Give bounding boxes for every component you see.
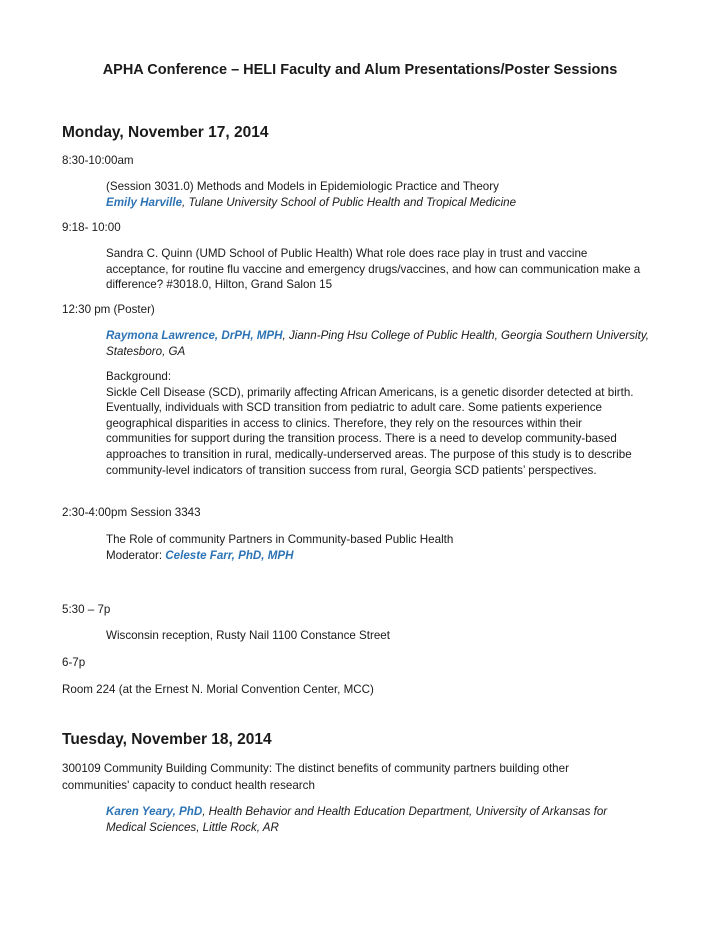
session-title-line: 300109 Community Building Community: The distinct benefits of community partners building other <box>62 762 569 775</box>
presenter-name: Raymona Lawrence, DrPH, MPH <box>106 329 283 342</box>
session-text-line: acceptance, for routine flu vaccine and emergency drugs/vaccines, and how can communication make a <box>106 262 641 276</box>
session-entry <box>106 804 662 835</box>
background-line: communities for support during the transition process. There is a need to develop community-based <box>106 432 617 446</box>
background-line: Sickle Cell Disease (SCD), primarily affecting African Americans, is a genetic disorder detected at birth. <box>106 385 634 399</box>
tuesday-heading: Tuesday, November 18, 2014 <box>62 731 272 748</box>
room-text: Room 224 (at the Ernest N. Morial Convention Center, MCC) <box>62 683 374 696</box>
session-time: 9:18- 10:00 <box>62 221 121 234</box>
background-line: geographical disparities in access to clinics. Therefore, they rely on the resources within their <box>106 416 583 430</box>
session-entry <box>106 179 662 210</box>
session-entry <box>106 246 662 293</box>
session-time: 6-7p <box>62 656 86 669</box>
session-entry <box>106 328 662 359</box>
background-label: Background: <box>106 370 172 383</box>
presenter-affiliation: , Jiann-Ping Hsu College of Public Health, Georgia Southern University, <box>282 329 650 342</box>
presenter-affiliation: Medical Sciences, Little Rock, AR <box>106 820 279 834</box>
poster-background <box>106 369 662 478</box>
session-time: 5:30 – 7p <box>62 603 111 616</box>
monday-heading: Monday, November 17, 2014 <box>62 124 269 141</box>
session-text-line: Sandra C. Quinn (UMD School of Public Health) What role does race play in trust and vaccine <box>106 247 588 260</box>
session-entry <box>106 532 662 563</box>
session-entry <box>62 761 662 794</box>
presenter-affiliation: , Tulane University School of Public Health and Tropical Medicine <box>182 195 517 209</box>
session-title: The Role of community Partners in Community-based Public Health <box>106 533 454 546</box>
presenter-name: Emily Harville <box>106 195 183 209</box>
background-line: approaches to transition in rural, medically-underserved areas. The purpose of this study is to describe <box>106 447 632 461</box>
presenter-name: Karen Yeary, PhD <box>106 805 203 818</box>
moderator-name: Celeste Farr, PhD, MPH <box>165 548 294 562</box>
moderator-label: Moderator: <box>106 548 166 562</box>
presenter-affiliation: Statesboro, GA <box>106 344 186 358</box>
page-title: APHA Conference – HELI Faculty and Alum Presentations/Poster Sessions <box>102 62 618 78</box>
session-title: (Session 3031.0) Methods and Models in Epidemiologic Practice and Theory <box>106 180 499 193</box>
event-text: Wisconsin reception, Rusty Nail 1100 Constance Street <box>106 629 390 642</box>
background-line: community-level indicators of transition success from rural, Georgia SCD patients’ perspectives. <box>106 463 597 477</box>
presenter-affiliation: , Health Behavior and Health Education Department, University of Arkansas for <box>202 805 608 818</box>
session-text-line: difference? #3018.0, Hilton, Grand Salon 15 <box>106 278 333 292</box>
session-title-line: communities' capacity to conduct health research <box>62 778 315 792</box>
background-line: Eventually, individuals with SCD transition from pediatric to adult care. Some patients experience <box>106 401 602 415</box>
session-time: 12:30 pm (Poster) <box>62 303 155 316</box>
session-time: 2:30-4:00pm Session 3343 <box>62 506 201 519</box>
session-time: 8:30-10:00am <box>62 154 134 167</box>
